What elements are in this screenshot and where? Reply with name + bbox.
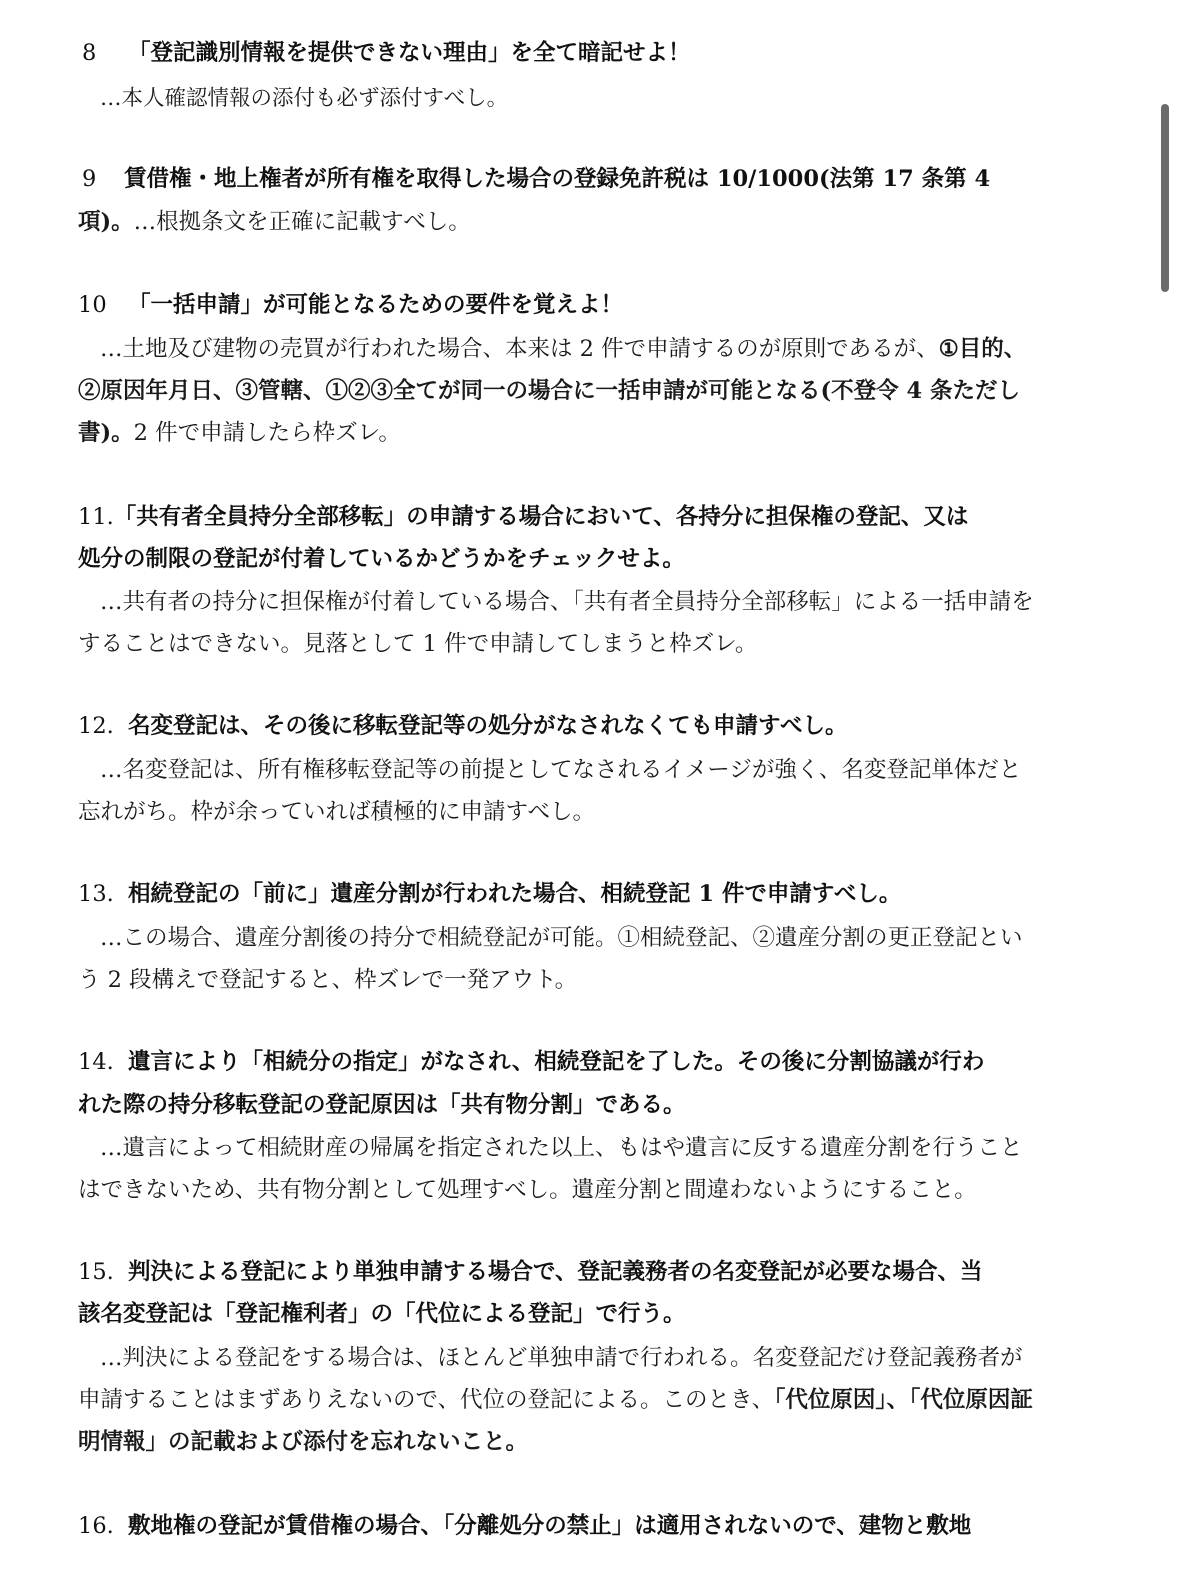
item-15-note-line3: 明情報」の記載および添付を忘れないこと。 [78, 1429, 529, 1455]
item-number: 10 [78, 292, 107, 318]
item-11-heading-cont: 処分の制限の登記が付着しているかどうかをチェックせよ。 [78, 546, 685, 572]
item-number: 8 [82, 40, 97, 66]
item-13-note-line1: …この場合、遺産分割後の持分で相続登記が可能。①相続登記、②遺産分割の更正登記とい [100, 925, 1023, 951]
item-11-note-line2: することはできない。見落として 1 件で申請してしまうと枠ズレ。 [78, 631, 758, 657]
item-10-note-line3: 書)。2 件で申請したら枠ズレ。 [78, 420, 401, 446]
item-10-note-line1: …土地及び建物の売買が行われた場合、本来は 2 件で申請するのが原則であるが、①目的、 [100, 336, 1027, 362]
item-16-heading: 16. 敷地権の登記が賃借権の場合、「分離処分の禁止」は適用されないので、建物と敷地 [78, 1513, 972, 1539]
item-number: 9 [82, 166, 97, 192]
item-13-note-line2: う 2 段構えで登記すると、枠ズレで一発アウト。 [78, 967, 578, 993]
vertical-scrollbar[interactable] [1161, 104, 1169, 292]
item-14-heading-cont: れた際の持分移転登記の登記原因は「共有物分割」である。 [78, 1092, 686, 1118]
item-12-heading: 12. 名変登記は、その後に移転登記等の処分がなされなくても申請すべし。 [78, 713, 848, 739]
item-number: 12. [78, 713, 114, 739]
item-12-note-line1: …名変登記は、所有権移転登記等の前提としてなされるイメージが強く、名変登記単体だと [100, 757, 1022, 783]
item-9-heading: 9 賃借権・地上権者が所有権を取得した場合の登録免許税は 10/1000(法第 17 条第 4 [78, 164, 990, 194]
item-9-heading-cont: 項)。…根拠条文を正確に記載すべし。 [78, 209, 471, 235]
item-number: 14. [78, 1049, 114, 1075]
item-13-heading: 13. 相続登記の「前に」遺産分割が行われた場合、相続登記 1 件で申請すべし。 [78, 881, 902, 907]
item-14-note-line2: はできないため、共有物分割として処理すべし。遺産分割と間違わないようにすること。 [78, 1177, 977, 1203]
item-10-note-line2: ②原因年月日、③管轄、①②③全てが同一の場合に一括申請が可能となる(不登令 4 条ただし [78, 378, 1020, 404]
item-11-note-line1: …共有者の持分に担保権が付着している場合、「共有者全員持分全部移転」による一括申請を [100, 589, 1034, 615]
item-number: 11. [78, 504, 114, 530]
item-14-heading: 14. 遺言により「相続分の指定」がなされ、相続登記を了した。その後に分割協議が行わ [78, 1049, 985, 1075]
item-15-heading: 15. 判決による登記により単独申請する場合で、登記義務者の名変登記が必要な場合、当 [78, 1259, 983, 1285]
item-14-note-line1: …遺言によって相続財産の帰属を指定された以上、もはや遺言に反する遺産分割を行うこと [100, 1135, 1023, 1161]
item-10-heading: 10 「一括申請」が可能となるための要件を覚えよ！ [78, 292, 624, 318]
item-12-note-line2: 忘れがち。枠が余っていれば積極的に申請すべし。 [78, 799, 596, 825]
item-number: 13. [78, 881, 114, 907]
item-number: 15. [78, 1259, 114, 1285]
item-8-note: …本人確認情報の添付も必ず添付すべし。 [100, 86, 509, 111]
item-8-heading: 8 「登記識別情報を提供できない理由」を全て暗記せよ！ [78, 38, 691, 68]
item-11-heading: 11.「共有者全員持分全部移転」の申請する場合において、各持分に担保権の登記、又は [78, 504, 969, 530]
item-15-heading-cont: 該名変登記は「登記権利者」の「代位による登記」で行う。 [78, 1301, 686, 1327]
item-15-note-line2: 申請することはまずありえないので、代位の登記による。このとき、「代位原因」、「代位原因証 [78, 1387, 1033, 1413]
item-15-note-line1: …判決による登記をする場合は、ほとんど単独申請で行われる。名変登記だけ登記義務者が [100, 1345, 1023, 1371]
item-number: 16. [78, 1513, 114, 1539]
